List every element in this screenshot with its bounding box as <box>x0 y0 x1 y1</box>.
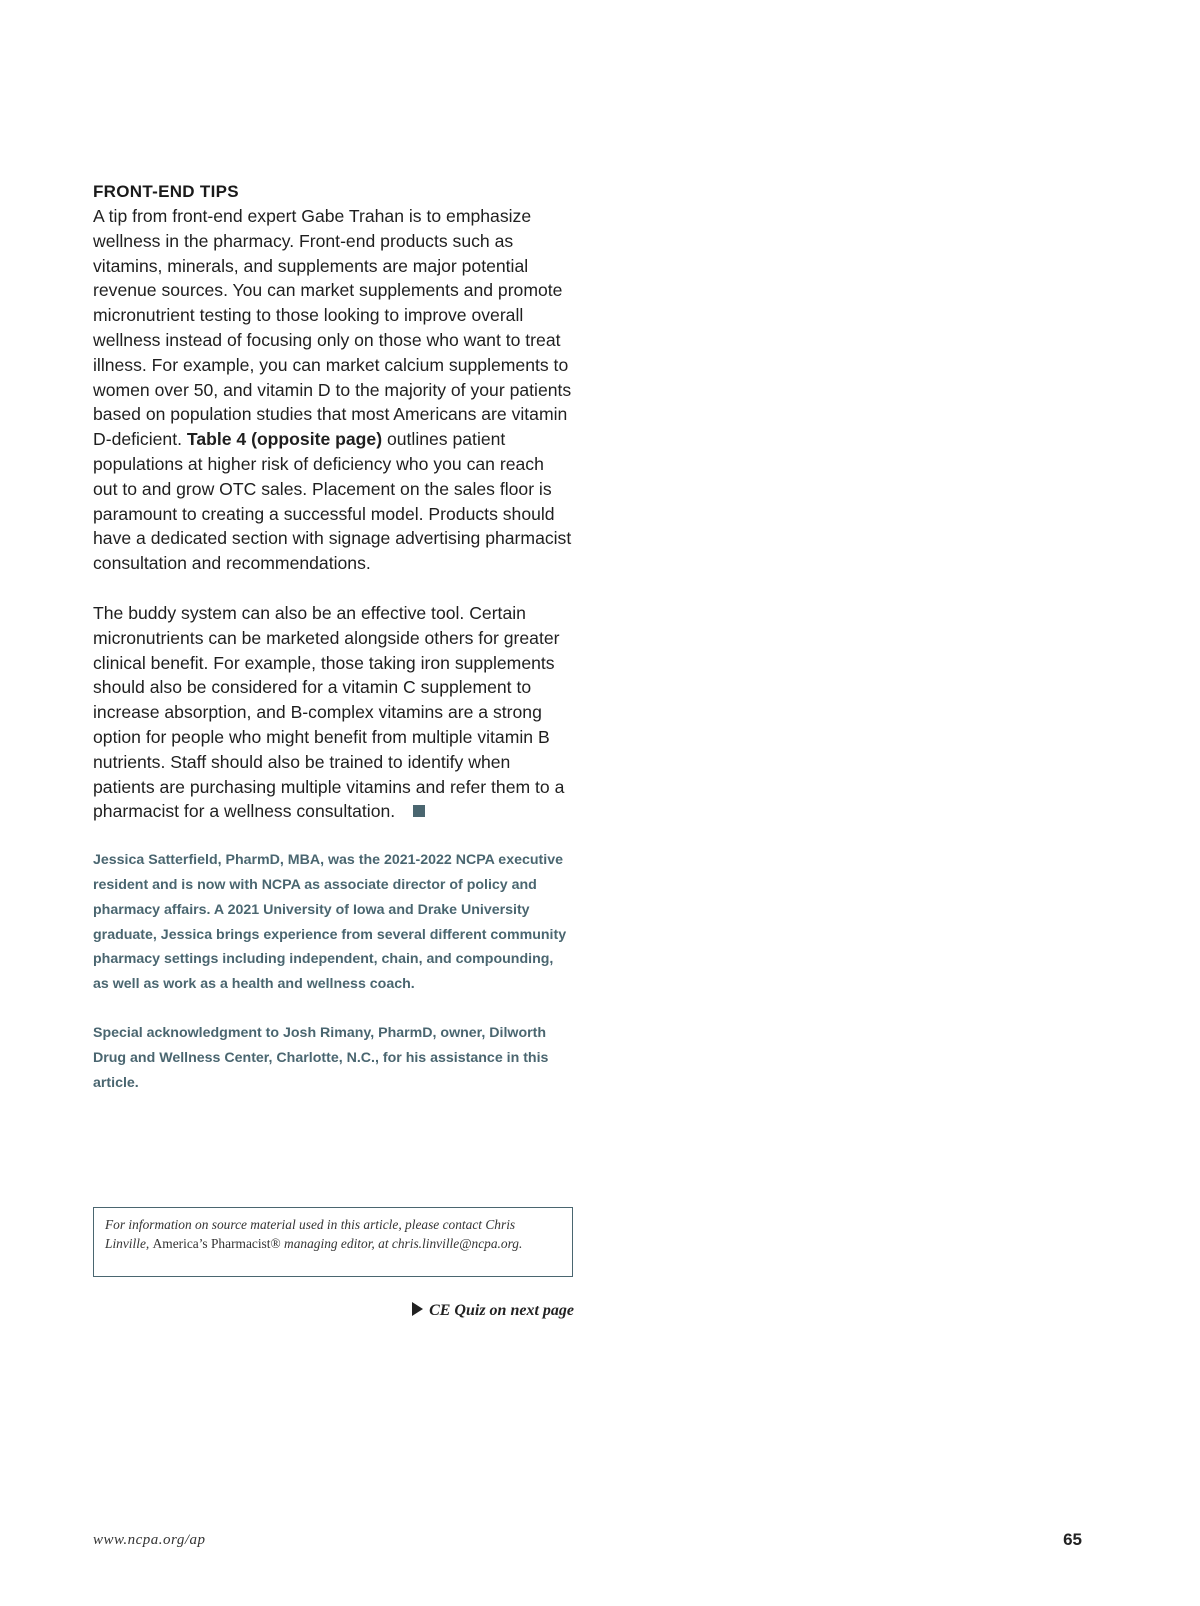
ce-quiz-next-page-link[interactable] <box>380 1302 574 1320</box>
article-paragraph-2 <box>93 601 573 824</box>
section-heading: FRONT-END TIPS <box>93 182 239 201</box>
bio-spacer <box>93 824 573 848</box>
publication-name: America’s Pharmacist® <box>152 1235 281 1251</box>
ack-spacer <box>93 997 573 1021</box>
paragraph-1-text-start: A tip from front-end expert Gabe Trahan is to emphasize wellness in the pharmacy. Front-end products such as vitamins, minerals, and supplements are major potential revenue sources. You can market supplements and promote micronutrient testing to those looking to improve overall wellness instead of focusing only on those who want to treat illness. For example, you can market calcium supplements to women over 50, and vitamin D to the majority of your patients based on population studies that most Americans are vitamin D-deficient. <box>93 206 572 450</box>
source-material-note <box>93 1207 573 1277</box>
table-reference: Table 4 (opposite page) <box>186 429 383 450</box>
paragraph-1-text-end: outlines patient populations at higher risk of deficiency who you can reach out to and grow OTC sales. Placement on the sales floor is paramount to creating a successful model. Products should have a dedicated section with signage advertising pharmacist consultation and recommendations. <box>93 429 572 574</box>
acknowledgment: Special acknowledgment to Josh Rimany, PharmD, owner, Dilworth Drug and Wellness Center, Charlotte, N.C., for his assistance in this article. <box>93 1024 549 1091</box>
paragraph-2-text: The buddy system can also be an effective tool. Certain micronutrients can be marketed alongside others for greater clinical benefit. For example, those taking iron supplements should also be considered for a vitamin C supplement to increase absorption, and B-complex vitamins are a strong option for people who might benefit from multiple vitamin B nutrients. Staff should also be trained to identify when patients are purchasing multiple vitamins and refer them to a pharmacist for a wellness consultation. <box>93 602 565 822</box>
article-paragraph-1 <box>93 204 573 576</box>
play-arrow-icon <box>412 1302 423 1316</box>
author-bio: Jessica Satterfield, PharmD, MBA, was the 2021-2022 NCPA executive resident and is now with NCPA as associate director of policy and pharmacy affairs. A 2021 University of Iowa and Drake University graduate, Jessica brings experience from several different community pharmacy settings including independent, chain, and compounding, as well as work as a health and wellness coach. <box>93 852 567 993</box>
article-column <box>93 180 573 1095</box>
paragraph-spacer <box>93 576 573 601</box>
end-of-article-mark <box>413 805 425 817</box>
source-note-text-end: managing editor, at chris.linville@ncpa.org. <box>280 1235 523 1251</box>
source-note-text-start: For information on source material used in this article, please contact Chris Linville, <box>105 1217 516 1251</box>
ce-quiz-label: CE Quiz on next page <box>429 1302 574 1319</box>
page-number: 65 <box>1063 1530 1082 1549</box>
footer-url[interactable]: www.ncpa.org/ap <box>93 1532 206 1548</box>
